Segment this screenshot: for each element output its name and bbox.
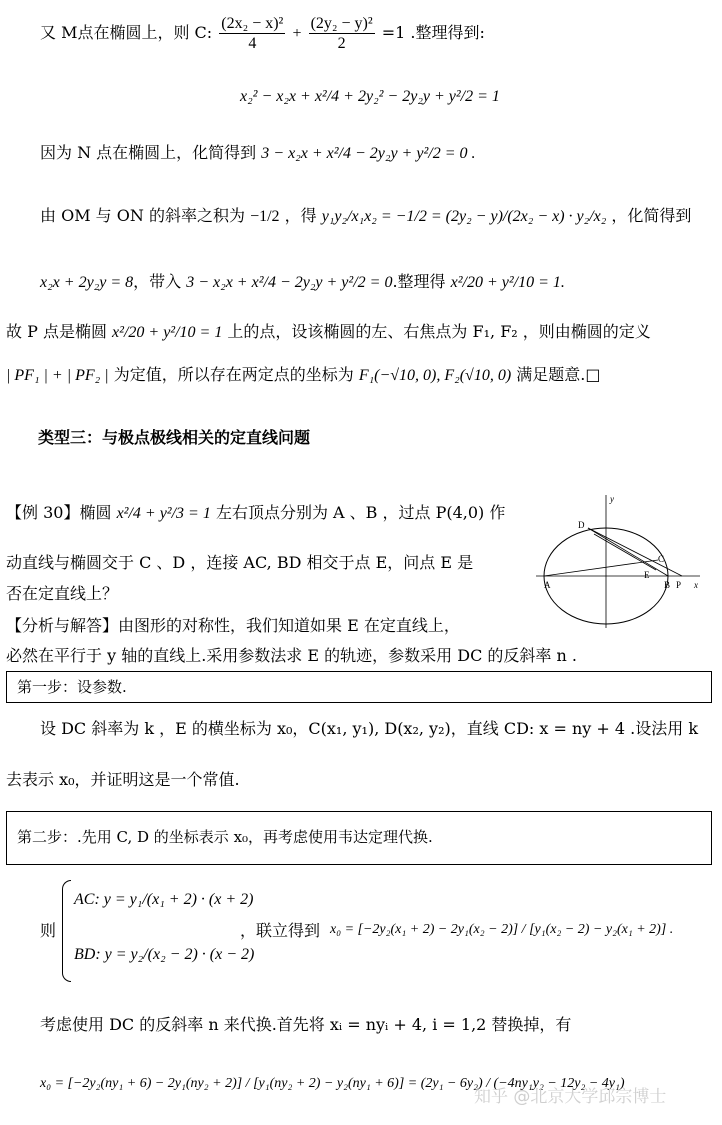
line-1: 又 M点在椭圆上，则 C: $\frac{\text{(2x₂ − x)²}}{4}$ + $\frac{\text{(2y₂ − y)²}}{2}$ =1 .整理得到:: [40, 15, 485, 53]
l7-eq: | PF₁ | + | PF₂ |: [6, 367, 109, 384]
ac-equation: AC: y = y₁/(x₁ + 2) · (x + 2): [74, 891, 254, 908]
label-d: D: [578, 520, 585, 530]
l5-eq1: x₂x + 2y₂y = 8: [40, 274, 134, 291]
section-title: 类型三：与极点极线相关的定直线问题: [38, 428, 311, 447]
ex-text1: 椭圆: [79, 503, 112, 522]
l6-eq: x²/20 + y²/10 = 1: [112, 324, 223, 341]
label-a: A: [544, 580, 551, 590]
l1-frac1-den: 4: [248, 35, 257, 53]
line-3: [40, 143, 475, 164]
ex-eq: x²/4 + y²/3 = 1: [116, 505, 211, 522]
line-5: [40, 272, 565, 293]
line-6: [6, 322, 651, 343]
label-c: C: [658, 554, 665, 564]
step-2-box: [6, 811, 712, 865]
example-line-3: 否在定直线上？: [6, 584, 119, 603]
label-e: E: [644, 570, 650, 580]
l6-tail: 上的点，设该椭圆的左、右焦点为 F₁, F₂ ，则由椭圆的定义: [227, 322, 651, 341]
ex-text2: 左右顶点分别为 A 、B ，过点 P(4,0) 作: [215, 503, 506, 522]
l6-text: 故 P 点是椭圆: [6, 322, 107, 341]
step-1-label: 第一步：设参数.: [17, 678, 127, 696]
l5-text2: .整理得: [392, 272, 446, 291]
line-dp: [588, 528, 682, 576]
line-ac: [544, 560, 658, 576]
ze-label: 则: [40, 921, 57, 940]
l1-frac1-num: (2x₂ − x)²: [219, 14, 285, 34]
label-b: B: [664, 580, 671, 590]
l5-eq2: 3 − x₂x + x²/4 − 2y₂y + y²/2 = 0: [186, 274, 393, 291]
watermark: 知乎 @北京大学邱宗博士: [474, 1087, 667, 1107]
equation-2: x₂² − x₂x + x²/4 + 2y₂² − 2y₂y + y²/2 = 1: [240, 88, 500, 105]
l3-text: 因为 N 点在椭圆上，化简得到: [40, 143, 257, 162]
analysis-line-2: 必然在平行于 y 轴的直线上.采用参数法求 E 的轨迹，参数采用 DC 的反斜率 n .: [6, 646, 577, 665]
step1-line-1: 设 DC 斜率为 k ，E 的横坐标为 x₀，C(x₁, y₁), D(x₂, y₂)，直线 CD: x = ny + 4 .设法用 k: [40, 719, 699, 738]
substitution-line: 考虑使用 DC 的反斜率 n 来代换.首先将 xᵢ = nyᵢ + 4, i = 1,2 替换掉，有: [40, 1015, 572, 1034]
lianli-text: ，联立得到: [240, 921, 321, 940]
l1-frac2-num: (2y₂ − y)²: [309, 14, 375, 34]
l3-eq: 3 − x₂x + x²/4 − 2y₂y + y²/2 = 0 .: [261, 145, 476, 162]
label-p: P: [676, 580, 682, 590]
l7-points: F₁(−√10, 0), F₂(√10, 0): [358, 367, 512, 384]
l1-tail: =1 .整理得到:: [381, 23, 485, 43]
example-tag: 【例 30】: [6, 503, 80, 522]
line-bd: [588, 528, 668, 576]
l4-val: −1/2: [250, 208, 280, 225]
example-line-2: 动直线与椭圆交于 C 、D ，连接 AC, BD 相交于点 E，问点 E 是: [6, 553, 474, 572]
final-equation: x₀ = [−2y₂(ny₁ + 6) − 2y₁(ny₂ + 2)] / [y₁(ny₂ + 2) − y₂(ny₁ + 6)] = (2y₁ − 6y₂) / (−4ny₁y₂ − 12y₂ − 4y₁): [40, 1076, 625, 1091]
l4-tail: ，化简得到: [611, 206, 692, 225]
analysis-line-1: [6, 616, 460, 636]
bd-equation: BD: y = y₂/(x₂ − 2) · (x − 2): [74, 946, 255, 963]
label-x: x: [694, 580, 698, 590]
line-4: [40, 206, 691, 227]
step-2-label: 第二步：.先用 C, D 的坐标表示 x₀，再考虑使用韦达定理代换.: [17, 828, 433, 846]
l4-eq: y₁y₂/x₁x₂ = −1/2 = (2y₂ − y)/(2x₂ − x) · y₂/x₂: [321, 208, 607, 225]
analysis-tag: 【分析与解答】: [6, 616, 119, 635]
analysis-text: 由图形的对称性，我们知道如果 E 在定直线上，: [118, 616, 460, 635]
label-y: y: [610, 494, 614, 504]
l1-frac2-den: 2: [337, 35, 346, 53]
l7-text: 为定值，所以存在两定点的坐标为: [113, 365, 354, 384]
x0-equation: x₀ = [−2y₂(x₁ + 2) − 2y₁(x₂ − 2)] / [y₁(x₂ − 2) − y₂(x₁ + 2)] .: [330, 922, 674, 937]
ellipse-figure: [536, 490, 706, 630]
step-1-box: [6, 671, 712, 703]
l1-text: 又 M点在椭圆上，则 C:: [40, 23, 213, 43]
line-7: [6, 365, 600, 386]
left-brace: [62, 880, 71, 982]
l4-text: 由 OM 与 ON 的斜率之积为: [40, 206, 245, 225]
example-line-1: [6, 503, 505, 524]
step1-line-2: 去表示 x₀，并证明这是一个常值.: [6, 770, 240, 789]
l5-eq3: x²/20 + y²/10 = 1.: [450, 274, 565, 291]
l4-mid: ，得: [284, 206, 317, 225]
l5-text: ，带入: [133, 272, 182, 291]
l7-tail: 满足题意.□: [516, 365, 601, 384]
